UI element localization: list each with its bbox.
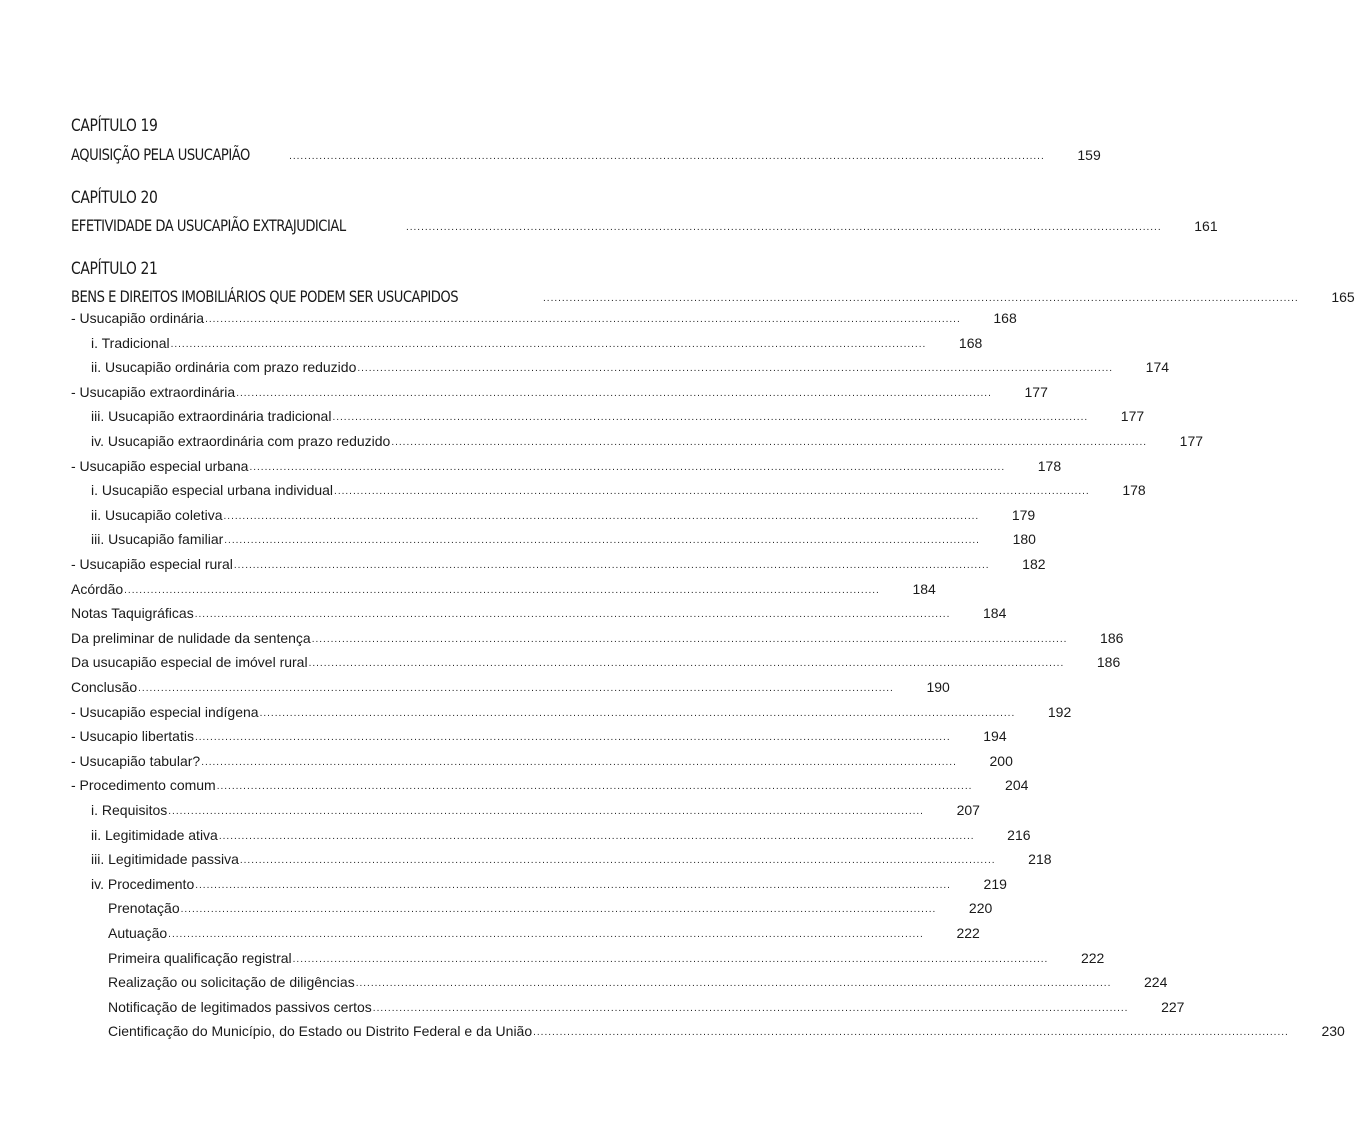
entry-title: ii. Legitimidade ativa (91, 826, 218, 843)
page-number: 168 (993, 310, 1017, 326)
toc-entry (71, 723, 1007, 745)
page-number: 174 (1145, 359, 1170, 376)
toc-entry (108, 945, 1105, 967)
entry-title: Notificação de legitimados passivos certos (108, 998, 372, 1015)
chapter-title: AQUISIÇÃO PELA USUCAPIÃO (71, 145, 250, 164)
chapter-title: EFETIVIDADE DA USUCAPIÃO EXTRAJUDICIAL (71, 216, 346, 235)
page-number: 186 (1096, 654, 1121, 671)
toc-entry (71, 649, 1121, 671)
chapter-label: CAPÍTULO 21 (71, 259, 158, 279)
dot-leader: ........................................................................................................................................................................................................ (233, 560, 990, 571)
toc-entry (108, 1018, 1345, 1040)
page-number: 224 (1144, 974, 1168, 991)
entry-title: ii. Usucapião ordinária com prazo reduzido (91, 359, 357, 376)
toc-entry (71, 625, 1124, 647)
entry-title: i. Tradicional (91, 334, 170, 351)
toc-entry (91, 502, 1036, 524)
toc-entry (108, 895, 993, 917)
page-number: 177 (1179, 433, 1204, 449)
dot-leader: ........................................................................................................................................................................................................ (357, 363, 1114, 375)
chapter-label: CAPÍTULO 19 (71, 116, 158, 136)
toc-entry (91, 428, 1204, 450)
page-number: 227 (1161, 998, 1185, 1015)
dot-leader: ........................................................................................................................................................................................................ (334, 486, 1090, 498)
entry-title: - Usucapião extraordinária (71, 383, 236, 400)
toc-entry (71, 305, 1017, 327)
toc-entry (71, 453, 1062, 475)
dot-leader: ........................................................................................................................................................................................................ (195, 879, 951, 891)
page-number: 219 (983, 875, 1007, 892)
dot-leader: ........................................................................................................................................................................................................ (236, 387, 992, 399)
entry-title: - Usucapião tabular? (71, 752, 201, 769)
toc-entry (91, 871, 1007, 893)
page-number: 200 (989, 752, 1013, 769)
page-number: 190 (926, 679, 950, 695)
entry-title: Da usucapião especial de imóvel rural (71, 654, 308, 671)
page-number: 178 (1037, 457, 1062, 474)
entry-title: - Procedimento comum (71, 777, 216, 794)
entry-title: Primeira qualificação registral (108, 949, 292, 966)
dot-leader: ........................................................................................................................................................................................................ (249, 461, 1006, 473)
dot-leader: ........................................................................................................................................................................................................ (372, 1002, 1129, 1014)
page-number: 222 (956, 925, 980, 941)
entry-title: - Usucapião especial urbana (71, 457, 249, 474)
dot-leader: ........................................................................................................................................................................................................ (308, 658, 1065, 670)
chapter-title-entry (71, 142, 1101, 164)
dot-leader: ........................................................................................................................................................................................................ (405, 222, 1162, 233)
chapter-title-entry (71, 284, 1355, 306)
page-number: 204 (1005, 777, 1029, 794)
page-number: 178 (1122, 482, 1146, 499)
page-number: 222 (1080, 949, 1105, 966)
page-number: 184 (983, 605, 1007, 622)
dot-leader: ........................................................................................................................................................................................................ (355, 978, 1112, 990)
dot-leader: ........................................................................................................................................................................................................ (170, 338, 927, 350)
chapter-title: BENS E DIREITOS IMOBILIÁRIOS QUE PODEM SER USUCAPIDOS (71, 287, 459, 306)
page-number: 220 (968, 900, 993, 917)
toc-entry (71, 748, 1013, 770)
chapter-label: CAPÍTULO 20 (71, 188, 158, 208)
toc-entry (108, 969, 1168, 991)
page-number: 218 (1028, 851, 1052, 868)
dot-leader: ........................................................................................................................................................................................................ (180, 904, 937, 916)
page-number: 192 (1047, 703, 1072, 720)
dot-leader: ........................................................................................................................................................................................................ (543, 293, 1299, 304)
toc-entry (91, 822, 1031, 844)
dot-leader: ........................................................................................................................................................................................................ (194, 732, 951, 744)
entry-title: i. Requisitos (91, 802, 168, 818)
toc-entry (71, 576, 936, 598)
page-number: 186 (1100, 629, 1124, 646)
page-number: 216 (1007, 826, 1031, 843)
entry-title: Notas Taquigráficas (71, 605, 194, 622)
dot-leader: ........................................................................................................................................................................................................ (311, 633, 1068, 645)
entry-title: iii. Usucapião extraordinária tradicional (91, 408, 332, 425)
dot-leader: ........................................................................................................................................................................................................ (124, 584, 880, 596)
dot-leader: ........................................................................................................................................................................................................ (224, 535, 980, 547)
toc-entry (71, 600, 1007, 622)
dot-leader: ........................................................................................................................................................................................................ (138, 683, 894, 694)
entry-title: iii. Usucapião familiar (91, 531, 224, 548)
entry-title: Acórdão (71, 580, 124, 597)
toc-entry (71, 699, 1072, 721)
page-number: 161 (1194, 218, 1218, 234)
entry-title: iii. Legitimidade passiva (91, 851, 239, 868)
toc-entry (91, 330, 983, 352)
dot-leader: ........................................................................................................................................................................................................ (259, 707, 1016, 719)
toc-entry (108, 920, 980, 942)
dot-leader: ........................................................................................................................................................................................................ (194, 609, 951, 621)
entry-title: Realização ou solicitação de diligências (108, 974, 355, 991)
toc-entry (91, 477, 1146, 499)
entry-title: ii. Usucapião coletiva (91, 506, 223, 523)
page-number: 168 (958, 334, 983, 351)
dot-leader: ........................................................................................................................................................................................................ (168, 806, 924, 817)
toc-entry (71, 551, 1046, 573)
dot-leader: ........................................................................................................................................................................................................ (216, 781, 973, 793)
page-number: 177 (1120, 408, 1145, 425)
page-number: 165 (1331, 289, 1355, 305)
dot-leader: ........................................................................................................................................................................................................ (239, 855, 996, 867)
dot-leader: ........................................................................................................................................................................................................ (533, 1027, 1289, 1039)
entry-title: iv. Usucapião extraordinária com prazo reduzido (91, 433, 391, 449)
entry-title: iv. Procedimento (91, 875, 195, 892)
dot-leader: ........................................................................................................................................................................................................ (205, 314, 961, 325)
dot-leader: ........................................................................................................................................................................................................ (289, 151, 1045, 162)
toc-entry (91, 846, 1052, 868)
entry-title: - Usucapião especial rural (71, 556, 233, 572)
toc-entry (71, 379, 1048, 401)
toc-entry (71, 674, 950, 696)
page-number: 179 (1011, 506, 1036, 523)
dot-leader: ........................................................................................................................................................................................................ (201, 756, 957, 768)
page-number: 184 (912, 580, 936, 597)
page-number: 180 (1012, 531, 1036, 548)
page-number: 194 (983, 728, 1007, 745)
page-number: 177 (1024, 383, 1048, 400)
dot-leader: ........................................................................................................................................................................................................ (168, 929, 924, 940)
entry-title: Prenotação (108, 900, 180, 917)
entry-title: - Usucapião especial indígena (71, 703, 259, 720)
dot-leader: ........................................................................................................................................................................................................ (223, 510, 980, 522)
toc-entry (91, 354, 1170, 376)
entry-title: Autuação (108, 925, 168, 941)
toc-entry (91, 797, 980, 819)
dot-leader: ........................................................................................................................................................................................................ (292, 953, 1049, 965)
toc-entry (71, 772, 1029, 794)
toc-entry (108, 994, 1185, 1016)
chapter-title-entry (71, 213, 1218, 235)
entry-title: i. Usucapião especial urbana individual (91, 482, 334, 499)
dot-leader: ........................................................................................................................................................................................................ (391, 437, 1148, 448)
page-number: 207 (956, 802, 980, 818)
dot-leader: ........................................................................................................................................................................................................ (332, 412, 1089, 424)
page-number: 230 (1321, 1023, 1345, 1040)
entry-title: Conclusão (71, 679, 138, 695)
entry-title: Cientificação do Município, do Estado ou Distrito Federal e da União (108, 1023, 533, 1040)
toc-entry (91, 526, 1036, 548)
page-number: 182 (1022, 556, 1046, 572)
entry-title: - Usucapio libertatis (71, 728, 194, 745)
entry-title: - Usucapião ordinária (71, 310, 205, 326)
table-of-contents (71, 0, 1355, 1129)
toc-entry (91, 403, 1145, 425)
dot-leader: ........................................................................................................................................................................................................ (218, 830, 975, 842)
entry-title: Da preliminar de nulidade da sentença (71, 629, 311, 646)
page-number: 159 (1077, 147, 1101, 163)
